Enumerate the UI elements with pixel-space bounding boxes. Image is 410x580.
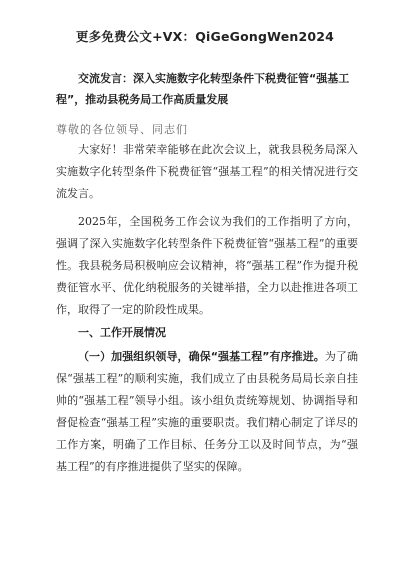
promo-banner: 更多免费公文+VX：QiGeGongWen2024 (75, 29, 335, 44)
section-heading: 一、工作开展情况 (78, 326, 166, 339)
paragraph-opening: 大家好！非常荣幸能够在此次会议上，就我县税务局深入实施数字化转型条件下税费征管“强基工程”的相关情况进行交流发言。 (56, 143, 358, 200)
paragraph-subsection (56, 346, 358, 478)
document-title: 交流发言：深入实施数字化转型条件下税费征管“强基工程”，推动县税务局工作高质量发展 (56, 72, 350, 106)
paragraph-background: 2025年，全国税务工作会议为我们的工作指明了方向，强调了深入实施数字化转型条件下税费征管“强基工程”的重要性。我县税务局积极响应会议精神，将“强基工程”作为提升税费征管水平、优化纳税服务的关键举措，全力以赴推进各项工作，取得了一定的阶段性成果。 (56, 215, 358, 316)
subsection-body: 为了确保“强基工程”的顺利实施，我们成立了由县税务局局长亲自挂帅的“强基工程”领导小组。该小组负责统筹规划、协调指导和督促检查“强基工程”实施的重要职责。我们精心制定了详尽的工作方案，明确了工作目标、任务分工以及时间节点，为“强基工程”的有序推进提供了坚实的保障。 (56, 350, 358, 473)
subsection-heading: （一）加强组织领导，确保“强基工程”有序推进。 (78, 350, 325, 363)
salutation: 尊敬的各位领导、同志们 (56, 123, 188, 136)
